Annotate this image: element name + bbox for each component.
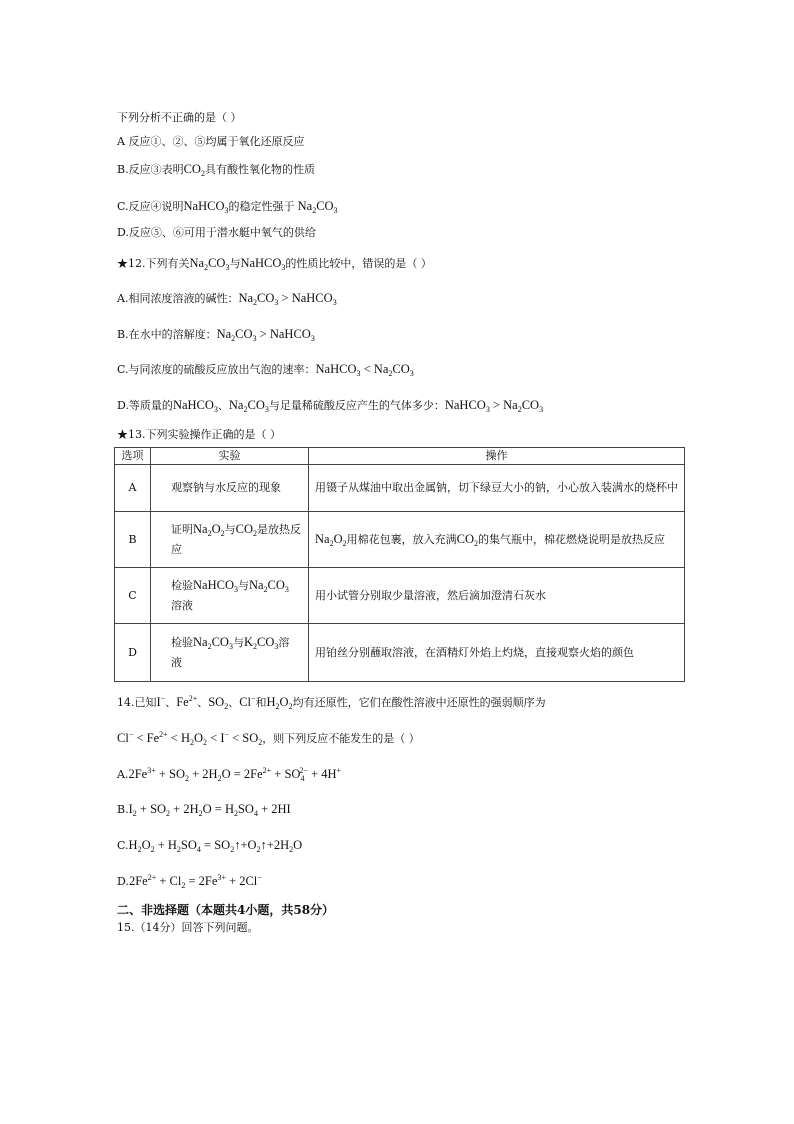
header-operation: 操作 (309, 448, 685, 465)
row-experiment: 证明$Na_2O_2$与$CO_2$是放热反应 (151, 512, 309, 568)
q11-option-c: C.反应④说明NaHCO$_3$的稳定性强于 $Na_2CO_3$ (117, 199, 338, 215)
table-row (115, 568, 685, 624)
q12-option-d: D.等质量的NaHCO$_3$、$Na_2CO_3$与足量稀硫酸反应产生的气体多少：NaHCO$_3$ > $Na_2CO_3$ (117, 398, 544, 414)
q14-option-a: $A.2Fe^{3+} + SO_2 + 2H_2O = 2Fe^{2+} + SO_4^{2-} + 4H^+$ (117, 766, 342, 783)
q12-option-a: A.相同浓度溶液的碱性：$Na_2CO_3$ > NaHCO$_3$ (117, 291, 337, 307)
q12-option-b: B.在水中的溶解度：$Na_2CO_3$ > NaHCO$_3$ (117, 327, 315, 343)
q12-stem: ★12.下列有关$Na_2CO_3$与NaHCO$_3$的性质比较中，错误的是（ ） (117, 256, 432, 272)
row-option: C (115, 568, 151, 624)
header-experiment: 实验 (151, 448, 309, 465)
q13-stem: ★13.下列实验操作正确的是（ ） (117, 428, 281, 441)
row-operation: $Na_2O_2$用棉花包裹，放入充满$CO_2$的集气瓶中，棉花燃烧说明是放热反应 (309, 512, 685, 568)
table-row (115, 465, 685, 512)
q11-stem: 下列分析不正确的是（ ） (117, 111, 242, 124)
q11-option-b: B.反应③表明$CO_2$具有酸性氧化物的性质 (117, 162, 315, 178)
q11-option-d: D.反应⑤、⑥可用于潜水艇中氧气的供给 (117, 226, 316, 239)
row-experiment: 观察钠与水反应的现象 (151, 465, 309, 512)
row-operation: 用小试管分别取少量溶液，然后滴加澄清石灰水 (309, 568, 685, 624)
q14-option-c: $C.H_2O_2 + H_2SO_4$ = $SO_2↑+O_2↑+2H_2O$ (117, 838, 303, 854)
q15-stem: 15.（14分）回答下列问题。 (117, 921, 259, 934)
row-option: A (115, 465, 151, 512)
q14-stem: 14.已知I−、$Fe^{2+}$、$SO_2$、Cl−和$H_2O_2$均有还原性，它们在酸性溶液中还原性的强弱顺序为 (117, 694, 546, 711)
q11-option-a: A 反应①、②、⑤均属于氧化还原反应 (117, 135, 305, 148)
row-experiment: 检验NaHCO$_3$与$Na_2CO_3$ 溶液 (151, 568, 309, 624)
row-experiment: 检验$Na_2CO_3$与$K_2CO_3$溶 液 (151, 624, 309, 682)
table-header-row (115, 448, 685, 465)
row-option: B (115, 512, 151, 568)
row-operation: 用铂丝分别蘸取溶液，在酒精灯外焰上灼烧，直接观察火焰的颜色 (309, 624, 685, 682)
q13-table (114, 447, 685, 682)
table-row (115, 624, 685, 682)
q12-option-c: C.与同浓度的硫酸反应放出气泡的速率：NaHCO$_3$ < $Na_2CO_3$ (117, 362, 414, 378)
q14-option-d: $D.2Fe^{2+} + Cl_2 = 2Fe^{3+} + 2Cl^-$ (117, 873, 262, 890)
section-heading: 二、非选择题（本题共4小题，共58分） (117, 903, 335, 917)
table-row (115, 512, 685, 568)
row-option: D (115, 624, 151, 682)
q14-order: $Cl^- < Fe^{2+} < H_2O_2 < I^- < SO_2$，则下列反应不能发生的是（ ） (117, 730, 420, 747)
q14-option-b: $B.I_2 + SO_2 + 2H_2O = H_2SO_4 + 2HI$ (117, 802, 291, 818)
row-operation: 用镊子从煤油中取出金属钠，切下绿豆大小的钠，小心放入装满水的烧杯中 (309, 465, 685, 512)
header-option: 选项 (115, 448, 151, 465)
